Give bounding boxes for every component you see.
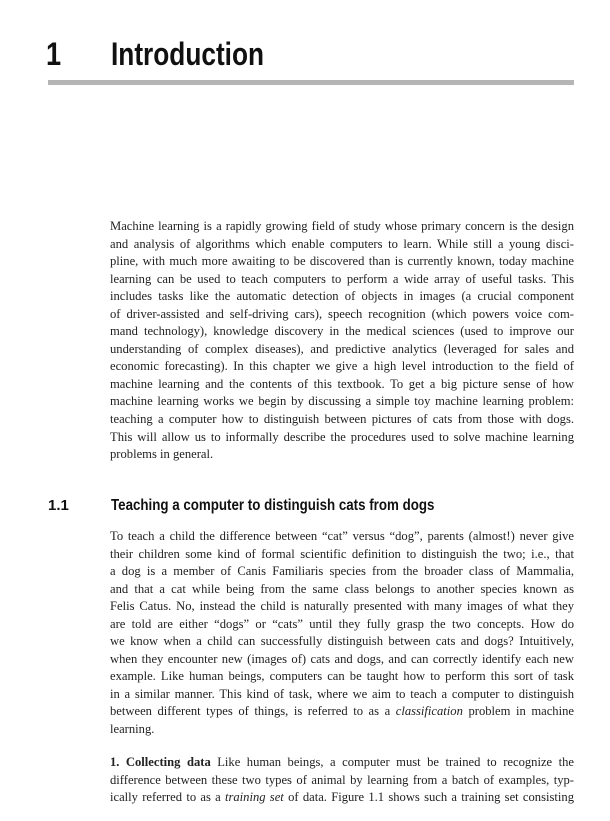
text-run: and analysis of algorithms which enable computers to learn. While still a young disci- <box>110 236 574 251</box>
text-run: learning can be used to teach computers to perform a wide array of useful tasks. This <box>110 271 574 286</box>
text-line <box>110 341 574 359</box>
text-run: This will allow us to informally describe the procedures used to solve machine learning <box>110 429 574 444</box>
text-run: machine learning works we begin by discussing a simple toy machine learning problem: <box>110 394 574 409</box>
intro-paragraph <box>110 218 574 464</box>
text-run: mand technology), knowledge discovery in the medical sciences (used to improve our <box>110 324 574 339</box>
text-run: when they encounter new (images of) cats and dogs, and can correctly identify each new <box>110 651 574 666</box>
text-run: between different types of things, is referred to as a <box>110 704 396 719</box>
text-line <box>110 288 574 306</box>
text-run: problem in machine <box>462 704 574 719</box>
collecting-data-paragraph <box>110 754 574 807</box>
text-line <box>110 393 574 411</box>
bold-run-in-heading: 1. Collecting data <box>110 755 211 769</box>
text-run: are told are either “dogs” or “cats” until they fully grasp the two concepts. How do <box>110 616 574 631</box>
text-run: Felis Catus. No, instead the child is naturally presented with many images of what they <box>110 599 574 614</box>
cats-dogs-paragraph <box>110 528 574 739</box>
text-line <box>110 598 574 616</box>
text-line <box>110 703 574 721</box>
text-line <box>110 721 574 739</box>
emphasized-term: training set <box>224 790 284 805</box>
text-run: To teach a child the difference between “cat” versus “dog”, parents (almost!) never give <box>110 529 574 543</box>
text-run: includes tasks like the automatic detection of objects in images (a crucial component <box>110 289 574 304</box>
text-run: pline, with much more awaiting to be discovered than is currently known, today machine <box>110 254 574 269</box>
text-line <box>110 528 574 546</box>
text-run: and that a cat while being from the same class belongs to another species known as <box>110 581 574 596</box>
text-line <box>110 546 574 564</box>
text-run: understanding of complex diseases), and predictive analytics (leveraged for sales and <box>110 341 574 356</box>
text-line <box>110 581 574 599</box>
text-run: learning. <box>110 722 155 737</box>
text-run: their children some kind of formal scientific definition to distinguish the two; i.e., that <box>110 546 574 561</box>
text-line <box>110 429 574 447</box>
emphasized-term: classification <box>395 704 463 719</box>
text-line <box>110 446 574 464</box>
text-line <box>110 686 574 704</box>
text-run: ically referred to as a <box>110 790 225 805</box>
text-line <box>110 563 574 581</box>
text-line <box>110 236 574 254</box>
text-line <box>110 789 574 807</box>
text-line <box>110 754 574 772</box>
text-line <box>110 358 574 376</box>
text-line <box>110 616 574 634</box>
text-line <box>110 772 574 790</box>
section-title: Teaching a computer to distinguish cats from dogs <box>111 497 435 514</box>
text-line <box>110 668 574 686</box>
text-line <box>110 651 574 669</box>
text-line <box>110 218 574 236</box>
section-number: 1.1 <box>48 497 69 514</box>
text-run: teaching a computer how to distinguish between pictures of cats from those with dogs. <box>110 412 574 427</box>
text-line <box>110 376 574 394</box>
text-line <box>110 411 574 429</box>
text-line <box>110 323 574 341</box>
chapter-rule <box>48 80 574 85</box>
text-run: we know when a child can successfully distinguish between cats and dogs? Intuitively, <box>110 634 574 649</box>
text-line <box>110 633 574 651</box>
text-run: example. Like human beings, computers can be taught how to perform this sort of task <box>110 669 574 684</box>
text-run: of driver-assisted and self-driving cars), speech recognition (which powers voice com- <box>110 306 574 321</box>
text-run: economic forecasting). In this chapter we give a high level introduction to the field of <box>110 359 574 374</box>
text-line <box>110 271 574 289</box>
text-line <box>110 306 574 324</box>
text-run: of data. Figure 1.1 shows such a training set consisting <box>283 790 574 805</box>
chapter-title: Introduction <box>111 36 265 72</box>
text-run: Like human beings, a computer must be trained to recognize the <box>210 755 574 769</box>
text-run: Machine learning is a rapidly growing field of study whose primary concern is the design <box>110 219 574 233</box>
chapter-number: 1 <box>46 36 62 72</box>
text-run: a dog is a member of Canis Familiaris species from the broader class of Mammalia, <box>110 564 574 579</box>
text-run: difference between these two types of animal by learning from a batch of examples, typ- <box>110 772 574 787</box>
text-run: in a similar manner. This kind of task, where we aim to teach a computer to distinguish <box>110 686 574 701</box>
text-run: machine learning and the contents of this textbook. To get a big picture sense of how <box>110 376 574 391</box>
text-run: problems in general. <box>110 447 214 462</box>
text-line <box>110 253 574 271</box>
